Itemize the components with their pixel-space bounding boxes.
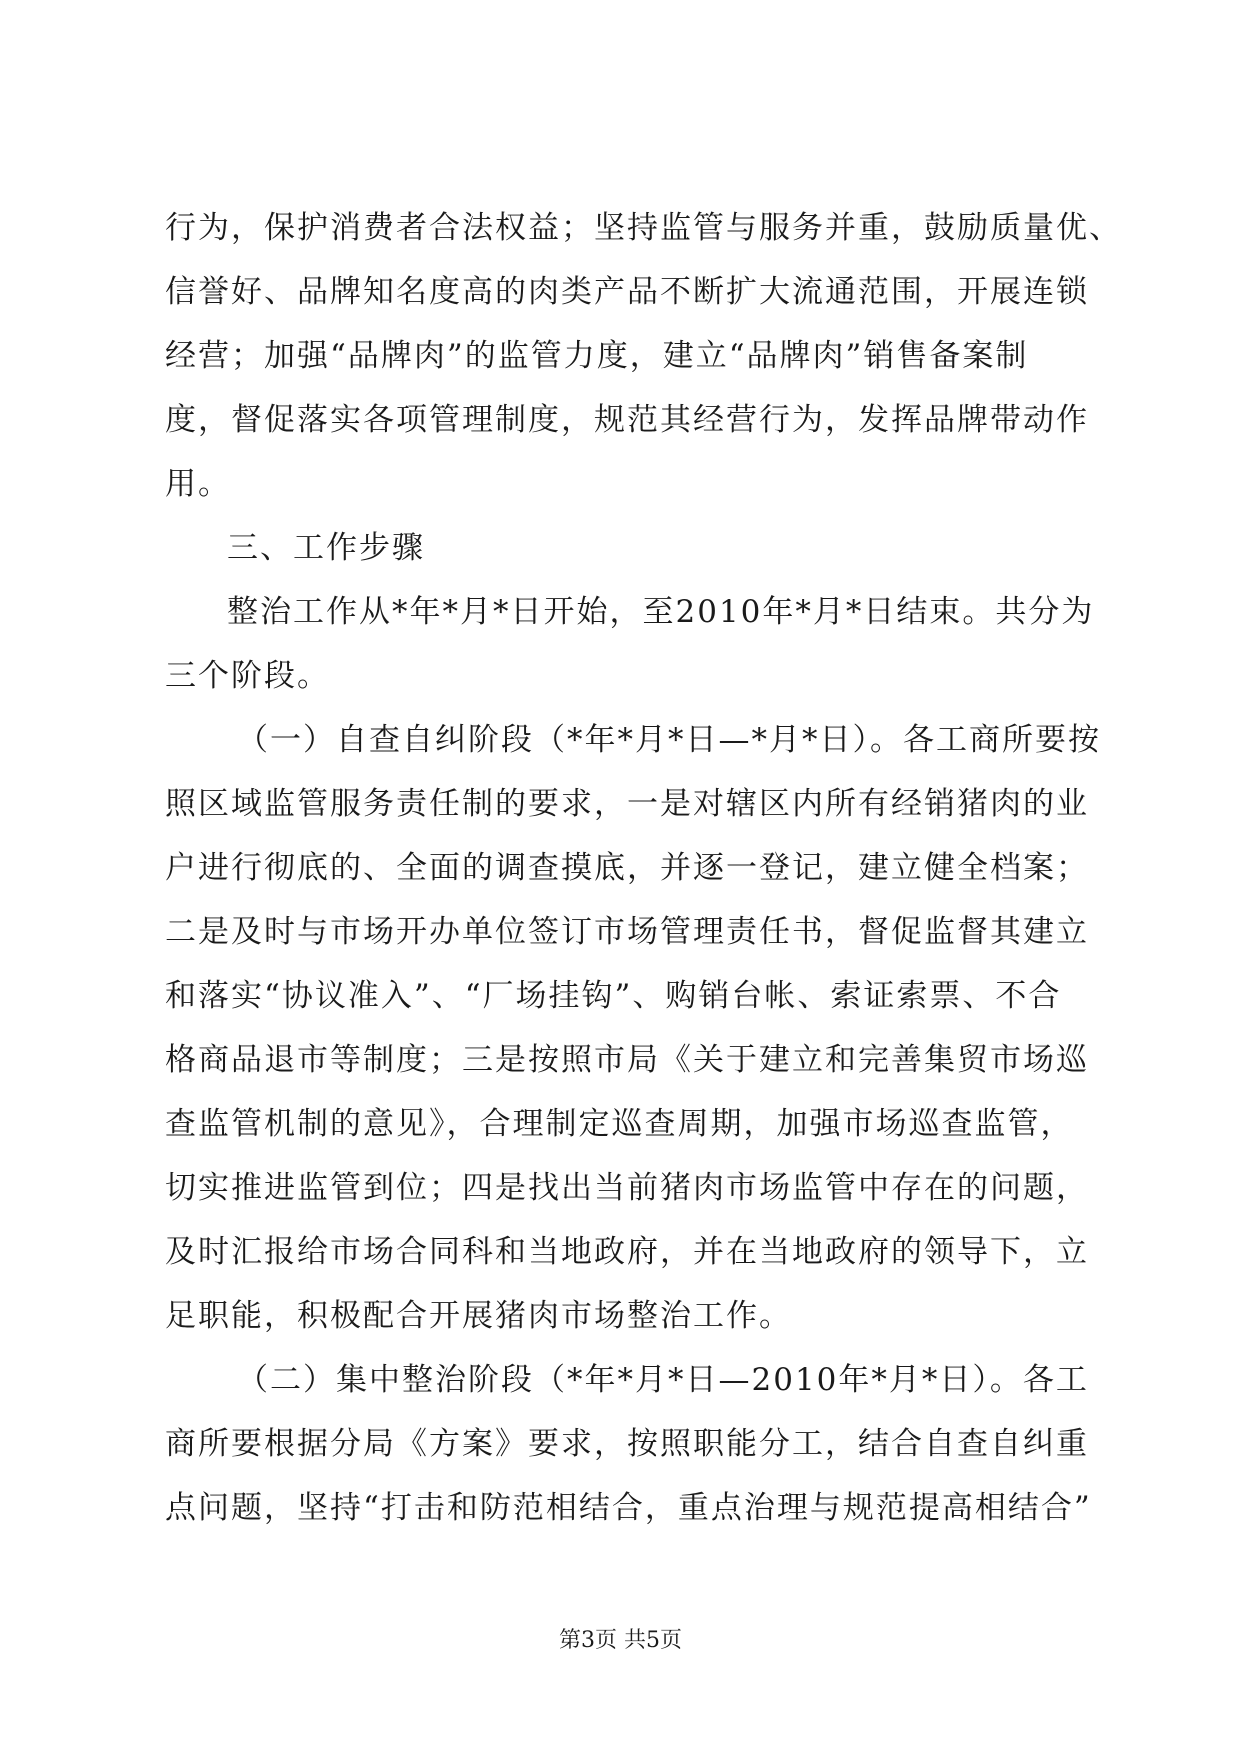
- text-line: 整治工作从*年*月*日开始，至2010年*月*日结束。共分为: [227, 594, 1095, 630]
- text-line: 二是及时与市场开办单位签订市场管理责任书，督促监督其建立: [165, 914, 1089, 950]
- text-line: 足职能，积极配合开展猪肉市场整治工作。: [165, 1298, 792, 1334]
- text-line: 商所要根据分局《方案》要求，按照职能分工，结合自查自纠重: [165, 1426, 1089, 1462]
- text-line: 信誉好、品牌知名度高的肉类产品不断扩大流通范围，开展连锁: [165, 274, 1089, 310]
- section-heading: 三、工作步骤: [227, 530, 425, 566]
- page-footer: 第3页 共5页: [559, 1628, 682, 1653]
- text-line: 度，督促落实各项管理制度，规范其经营行为，发挥品牌带动作: [165, 402, 1089, 438]
- text-line: 点问题，坚持“打击和防范相结合，重点治理与规范提高相结合”: [165, 1490, 1092, 1526]
- text-line: 查监管机制的意见》，合理制定巡查周期，加强市场巡查监管，: [165, 1106, 1074, 1142]
- text-line: 行为，保护消费者合法权益；坚持监管与服务并重，鼓励质量优、: [165, 210, 1122, 246]
- text-line: 格商品退市等制度；三是按照市局《关于建立和完善集贸市场巡: [165, 1042, 1089, 1078]
- text-line: 和落实“协议准入”、“厂场挂钩”、购销台帐、索证索票、不合: [165, 978, 1062, 1014]
- text-line: 及时汇报给市场合同科和当地政府，并在当地政府的领导下，立: [165, 1234, 1089, 1270]
- subsection-line: （一）自查自纠阶段（*年*月*日—*月*日）。各工商所要按: [237, 722, 1101, 758]
- document-body: [165, 196, 1122, 1540]
- text-line: 户进行彻底的、全面的调查摸底，并逐一登记，建立健全档案；: [165, 850, 1089, 886]
- text-line: 三个阶段。: [165, 658, 330, 694]
- text-line: 照区域监管服务责任制的要求，一是对辖区内所有经销猪肉的业: [165, 786, 1089, 822]
- text-line: 经营；加强“品牌肉”的监管力度，建立“品牌肉”销售备案制: [165, 338, 1029, 374]
- text-line: 用。: [165, 466, 231, 502]
- text-line: 切实推进监管到位；四是找出当前猪肉市场监管中存在的问题，: [165, 1170, 1089, 1206]
- subsection-line: （二）集中整治阶段（*年*月*日—2010年*月*日）。各工: [237, 1362, 1089, 1398]
